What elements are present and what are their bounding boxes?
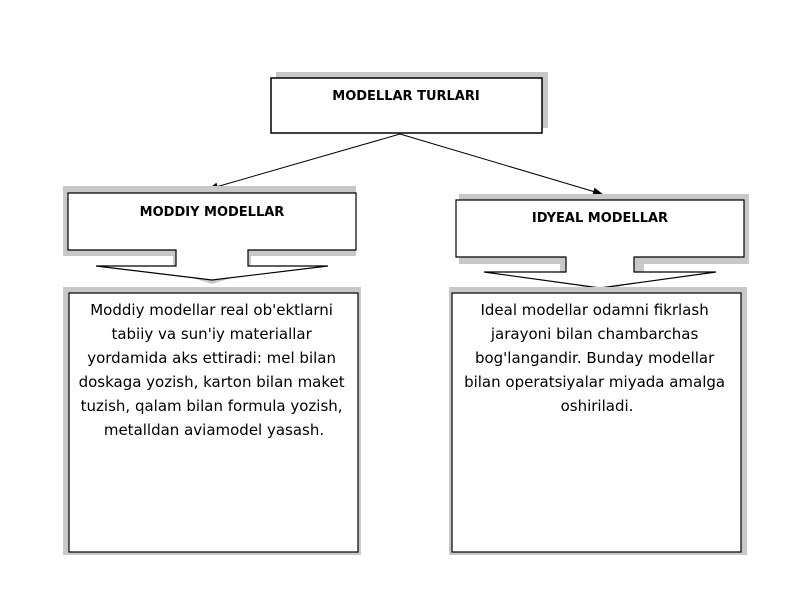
- right-line: oshiriladi.: [560, 397, 634, 415]
- right-callout: [456, 194, 749, 292]
- left-line: metalldan aviamodel yasash.: [103, 421, 325, 439]
- right-title: IDYEAL MODELLAR: [531, 211, 669, 226]
- right-description: [449, 287, 747, 555]
- right-line: jarayoni bilan chambarchas: [490, 325, 699, 343]
- root-box: [271, 78, 542, 133]
- left-line: doskaga yozish, karton bilan maket: [78, 373, 345, 391]
- root-node: [271, 72, 548, 133]
- right-line: bog'langandir. Bunday modellar: [474, 349, 715, 367]
- root-title: MODELLAR TURLARI: [332, 89, 480, 104]
- right-line: bilan operatsiyalar miyada amalga: [464, 373, 726, 391]
- left-line: tabiiy va sun'iy materiallar: [111, 325, 312, 343]
- left-line: yordamida aks ettiradi: mel bilan: [87, 349, 336, 367]
- left-title: MODDIY MODELLAR: [139, 205, 285, 220]
- arrow-to-right: [400, 134, 602, 194]
- left-line: Moddiy modellar real ob'ektlarni: [90, 301, 333, 319]
- right-line: Ideal modellar odamni fikrlash: [480, 301, 709, 319]
- left-line: tuzish, qalam bilan formula yozish,: [80, 397, 343, 415]
- arrow-to-left: [209, 134, 400, 189]
- left-callout: [63, 186, 356, 284]
- left-description: [63, 287, 361, 555]
